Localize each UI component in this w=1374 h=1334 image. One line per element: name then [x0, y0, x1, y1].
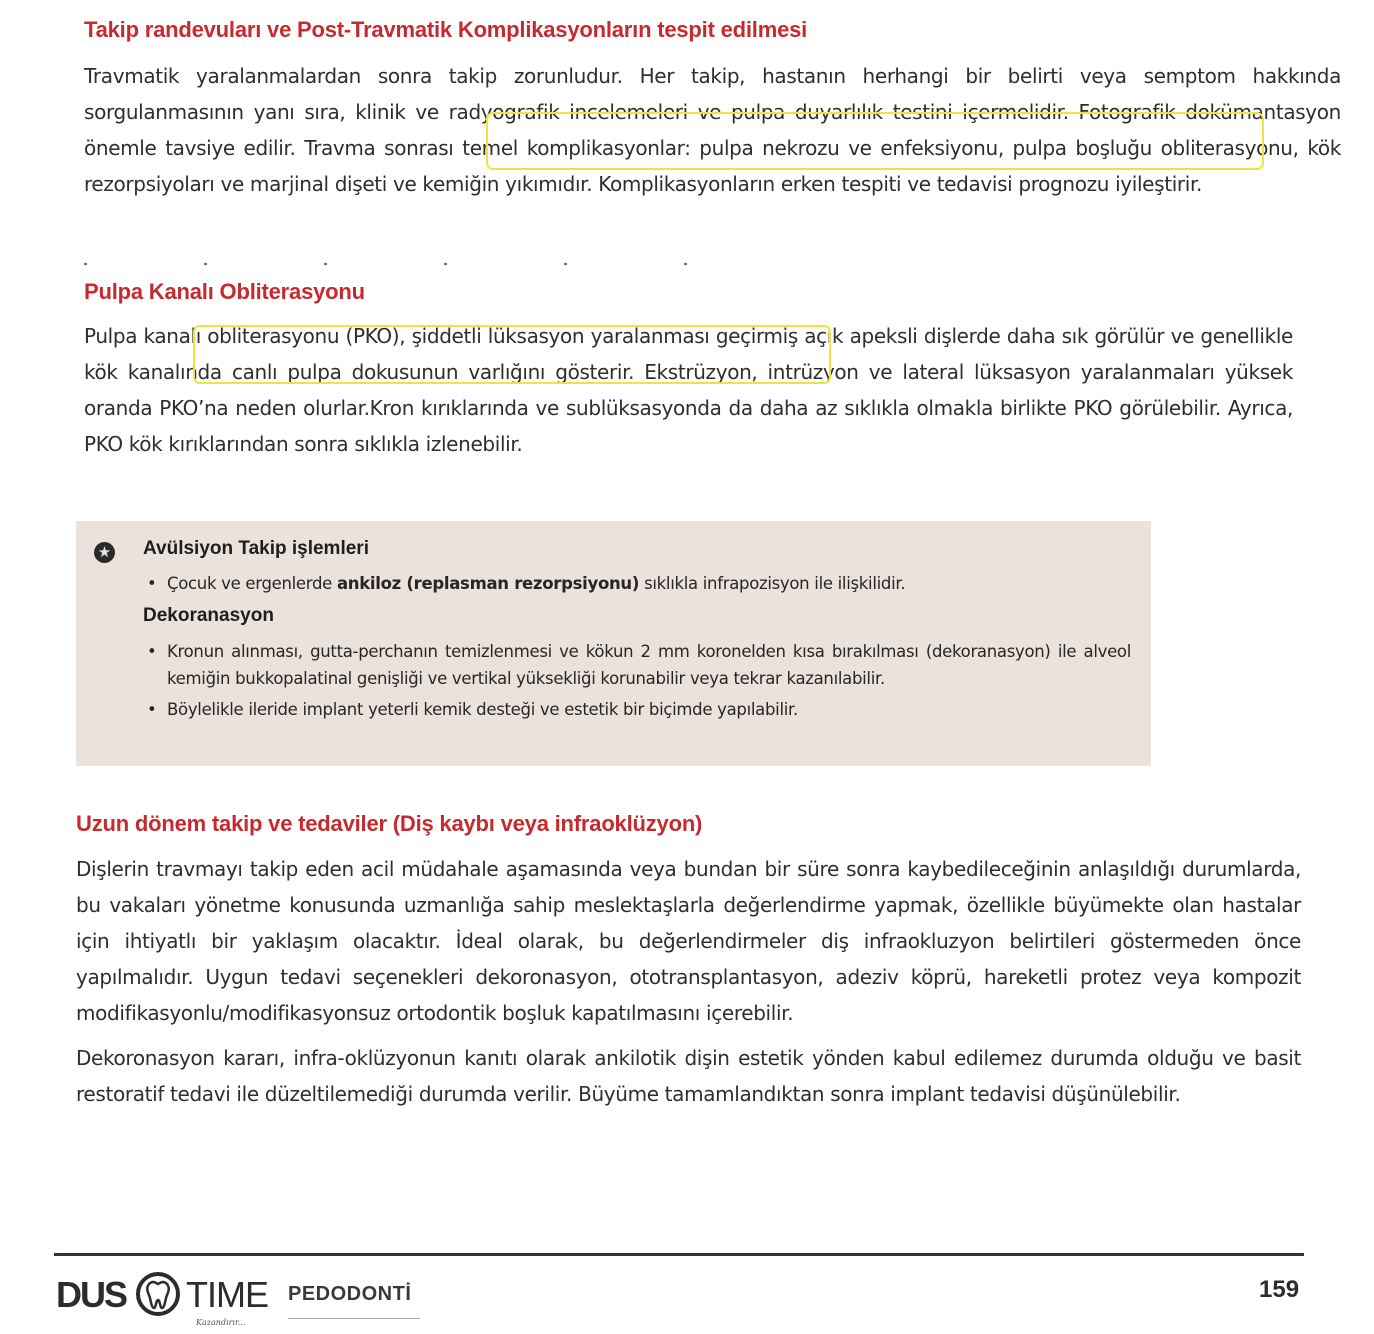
page-number: 159 [1259, 1276, 1300, 1303]
star-circle-icon: ★ [94, 542, 115, 563]
info-box-list-decoronation [143, 638, 1131, 723]
logo-tagline: Kazandırır... [196, 1318, 246, 1327]
dustime-logo [56, 1268, 286, 1328]
section-heading-pko: Pulpa Kanalı Obliterasyonu [84, 279, 365, 304]
section-paragraph-long-term-1: Dişlerin travmayı takip eden acil müdahale aşamasında veya bundan bir süre sonra kaybedileceğinin anlaşıldığı durumlarda, bu vakaları yönetme konusunda uzmanlığa sahip meslektaşlarla değerlendirme yapmak, özellikle büyümekte olan hastalar için ihtiyatlı bir yaklaşım olacaktır. İdeal olarak, bu değerlendirmeler diş infraokluzyon belirtileri göstermeden önce yapılmalıdır. Uygun tedavi seçenekleri dekoronasyon, ototransplantasyon, adeziv köprü, hareketli protez veya kompozit modifikasyonlu/modifikasyonsuz ortodontik boşluk kapatılmasını içerebilir. [76, 857, 1301, 1025]
logo-text-time: TIME [186, 1274, 268, 1315]
logo-text-dus: DUS [56, 1274, 127, 1315]
footer-divider [54, 1253, 1304, 1256]
tooth-icon [136, 1272, 180, 1316]
info-box-list-avulsion [143, 570, 1131, 597]
list-item: • Kronun alınması, gutta-perchanın temizlenmesi ve kökun 2 mm koronelden kısa bırakılması (dekoranasyon) ile alveol kemiğin bukkopalatinal genişliği ve vertikal yüksekliği korunabilir veya tekrar kazanılabilir. [143, 638, 1131, 692]
footer-subject-label: PEDODONTİ [288, 1283, 412, 1305]
list-item: • Böylelikle ileride implant yeterli kemik desteği ve estetik bir biçimde yapılabilir. [143, 696, 1131, 723]
list-item-bold: ankiloz (replasman rezorpsiyonu) [336, 574, 640, 593]
list-item-text: Çocuk ve ergenlerde [167, 574, 337, 593]
info-box-title-avulsion: Avülsiyon Takip işlemleri [143, 538, 369, 559]
section-heading-follow-up: Takip randevuları ve Post-Travmatik Komplikasyonların tespit edilmesi [84, 17, 808, 42]
footer-label-underline [288, 1318, 420, 1319]
section-paragraph-long-term-2: Dekoronasyon kararı, infra-oklüzyonun kanıtı olarak ankilotik dişin estetik yönden kabul edilemez durumda olduğu ve basit restoratif tedavi ile düzeltilemediği durumda verilir. Büyüme tamamlandıktan sonra implant tedavisi düşünülebilir. [76, 1046, 1301, 1106]
section-heading-long-term: Uzun dönem takip ve tedaviler (Diş kaybı veya infraoklüzyon) [76, 811, 703, 836]
cropped-text-fragment [84, 263, 744, 265]
list-item-text: sıklıkla infrapozisyon ile ilişkilidir. [639, 574, 906, 593]
section-paragraph-follow-up: Travmatik yaralanmalardan sonra takip zorunludur. Her takip, hastanın herhangi bir belirti veya semptom hakkında sorgulanmasının yanı sıra, klinik ve radyografik incelemeleri ve pulpa duyarlılık testini içermelidir. Fotografik dokümantasyon önemle tavsiye edilir. Travma sonrası temel komplikasyonlar: pulpa nekrozu ve enfeksiyonu, pulpa boşluğu obliterasyonu, kök rezorpsiyoları ve marjinal dişeti ve kemiğin yıkımıdır. Komplikasyonların erken tespiti ve tedavisi prognozu iyileştirir. [84, 64, 1341, 196]
section-paragraph-pko: Pulpa kanalı obliterasyonu (PKO), şiddetli lüksasyon yaralanması geçirmiş açık apeksli dişlerde daha sık görülür ve genellikle kök kanalında canlı pulpa dokusunun varlığını gösterir. Ekstrüzyon, intrüzyon ve lateral lüksasyon yaralanmaları yüksek oranda PKO’na neden olurlar.Kron kırıklarında ve sublüksasyonda da daha az sıklıkla olmakla birlikte PKO görülebilir. Ayrıca, PKO kök kırıklarından sonra sıklıkla izlenebilir. [84, 324, 1293, 456]
list-item [143, 570, 1131, 597]
info-box-title-decoronation: Dekoranasyon [143, 605, 274, 626]
